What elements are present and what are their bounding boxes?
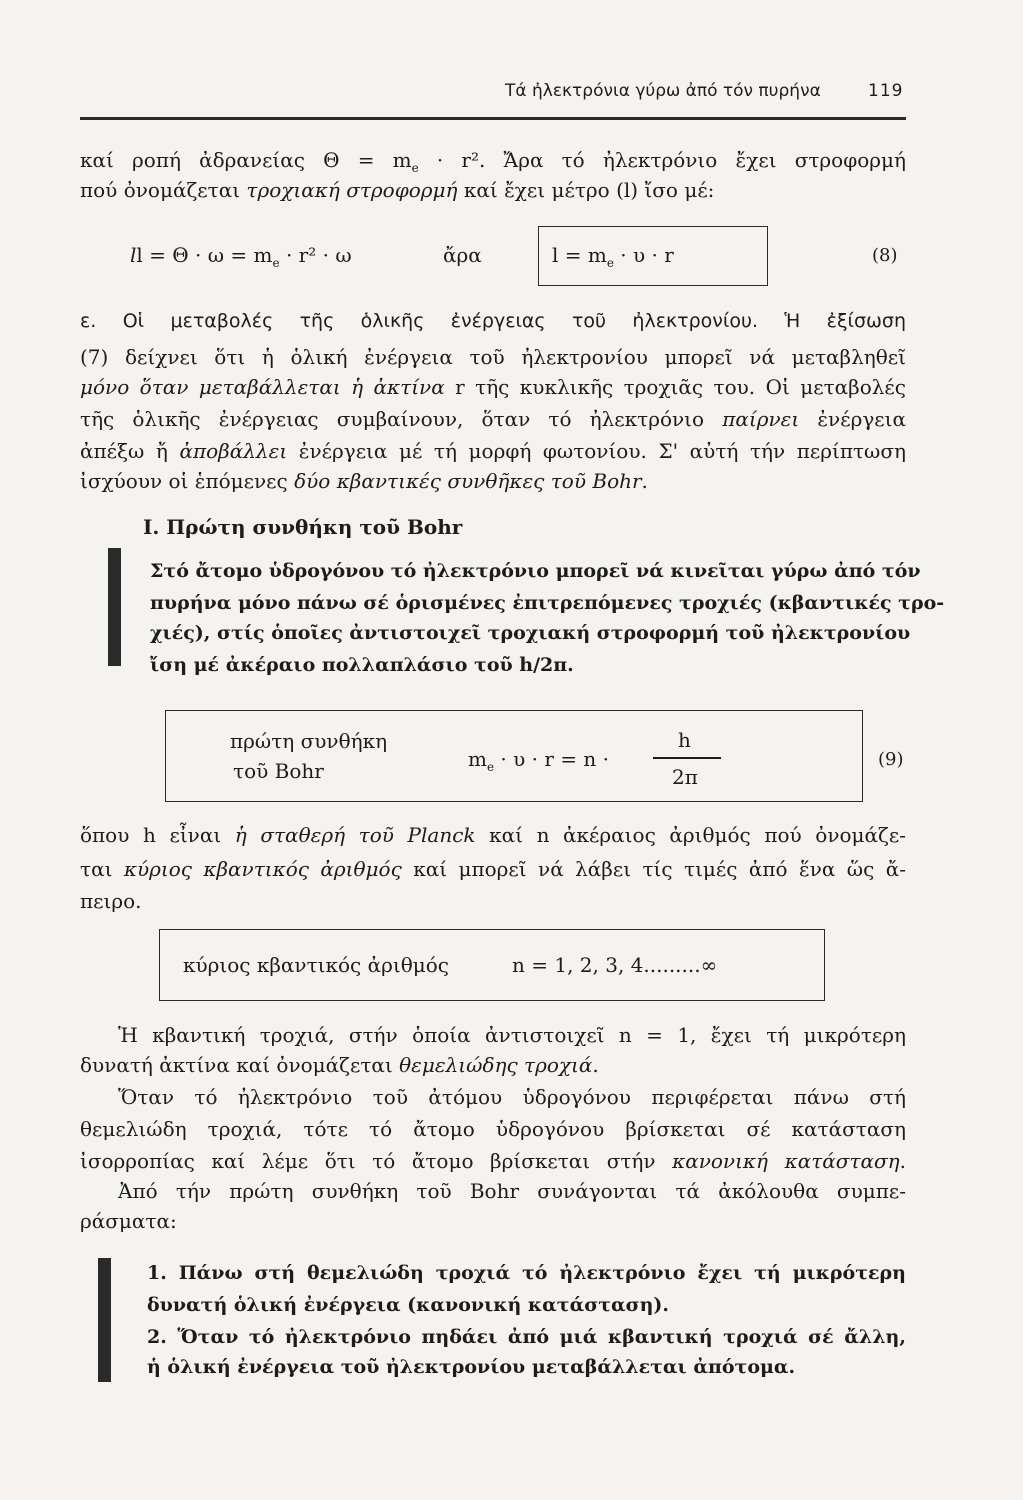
- running-title: Τά ἠλεκτρόνια γύρω ἀπό τόν πυρήνα: [505, 81, 821, 101]
- planck-line-1: ὅπου h εἶναι ἡ σταθερή τοῦ Planck καί n ἀκέραιος ἀριθμός πού ὀνομάζε-: [80, 823, 906, 847]
- equation-9-denominator: 2π: [672, 765, 698, 789]
- equation-8-left: ll = $\Theta \cdot \omega = m_e \cdot r^2 \cdot \omega$: [130, 243, 352, 270]
- planck-line-3: πειρο.: [80, 889, 142, 913]
- final-list-sidebar: [98, 1258, 111, 1382]
- equation-8-boxed: $l = m_e \cdot \upsilon \cdot r$: [552, 243, 674, 270]
- section-e-line-4: τῆς ὁλικῆς ἐνέργειας συμβαίνουν, ὅταν τό ἠλεκτρόνιο παίρνει ἐνέργεια: [80, 407, 906, 431]
- para-ground-line-1: Ὅταν τό ἠλεκτρόνιο τοῦ ἀτόμου ὑδρογόνου περιφέρεται πάνω στή: [118, 1085, 906, 1109]
- final-item-1-line-2: δυνατή ὁλική ἐνέργεια (κανονική κατάσταση).: [147, 1294, 670, 1316]
- first-condition-line-4: ἴση μέ ἀκέραιο πολλαπλάσιο τοῦ h/2π.: [150, 654, 574, 676]
- ground-line-1: Ἡ κβαντική τροχιά, στήν ὁποία ἀντιστοιχεῖ n = 1, ἔχει τή μικρότερη: [118, 1023, 906, 1047]
- equation-9-numerator: h: [678, 728, 691, 752]
- first-condition-heading: Ι. Πρώτη συνθήκη τοῦ Bohr: [143, 515, 463, 539]
- quantum-number-label: κύριος κβαντικός ἀριθμός: [183, 953, 449, 977]
- intro-line-2: πού ὀνομάζεται τροχιακή στροφορμή καί ἔχει μέτρο (l) ἴσο μέ:: [80, 178, 715, 202]
- first-condition-sidebar: [108, 548, 121, 666]
- page-number: 119: [868, 81, 904, 101]
- section-e-line-6: ἰσχύουν οἱ ἑπόμενες δύο κβαντικές συνθῆκες τοῦ Bohr.: [80, 469, 648, 493]
- para-ground-line-3: ἰσορροπίας καί λέμε ὅτι τό ἄτομο βρίσκεται στήν κανονική κατάσταση.: [80, 1149, 906, 1173]
- intro-line-1: καί ροπή ἀδρανείας $\Theta = m_e \cdot r^2$. Ἄρα τό ἠλεκτρόνιο ἔχει στροφορμή: [80, 148, 906, 175]
- equation-9-number: (9): [878, 749, 904, 770]
- section-e-line-1: ε. Οἱ μεταβολές τῆς ὁλικῆς ἐνέργειας τοῦ ἠλεκτρονίου. Ἡ ἐξίσωση: [80, 310, 906, 332]
- equation-9-lhs: $m_e \cdot \upsilon \cdot r = n$ ·: [468, 747, 610, 774]
- first-condition-line-1: Στό ἄτομο ὑδρογόνου τό ἠλεκτρόνιο μπορεῖ νά κινεῖται γύρω ἀπό τόν: [150, 560, 921, 582]
- final-item-2-line-1: 2. Ὅταν τό ἠλεκτρόνιο πηδάει ἀπό μιά κβαντική τροχιά σέ ἄλλη,: [147, 1326, 906, 1348]
- header-rule: [80, 117, 906, 120]
- equation-9-fraction-bar: [653, 757, 721, 759]
- first-condition-line-2: πυρήνα μόνο πάνω σέ ὁρισμένες ἐπιτρεπόμενες τροχιές (κβαντικές τρο-: [150, 592, 945, 614]
- ground-line-2: δυνατή ἀκτίνα καί ὀνομάζεται θεμελιώδης τροχιά.: [80, 1053, 599, 1077]
- equation-9-label-1: πρώτη συνθήκη: [230, 729, 388, 753]
- section-e-line-5: ἀπέξω ἤ ἀποβάλλει ἐνέργεια μέ τή μορφή φωτονίου. Σ' αὐτή τήν περίπτωση: [80, 439, 906, 463]
- first-condition-line-3: χιές), στίς ὁποῖες ἀντιστοιχεῖ τροχιακή στροφορμή τοῦ ἠλεκτρονίου: [150, 622, 911, 644]
- quantum-number-values: n = 1, 2, 3, 4.........∞: [512, 953, 718, 977]
- conclusions-line-2: ράσματα:: [80, 1209, 177, 1233]
- para-ground-line-2: θεμελιώδη τροχιά, τότε τό ἄτομο ὑδρογόνου βρίσκεται σέ κατάσταση: [80, 1117, 906, 1141]
- section-e-line-3: μόνο ὅταν μεταβάλλεται ἡ ἀκτίνα r τῆς κυκλικῆς τροχιᾶς του. Οἱ μεταβολές: [80, 375, 906, 399]
- equation-8-number: (8): [872, 245, 898, 266]
- conclusions-line-1: Ἀπό τήν πρώτη συνθήκη τοῦ Bohr συνάγονται τά ἀκόλουθα συμπε-: [118, 1179, 906, 1203]
- final-item-2-line-2: ἡ ὁλική ἐνέργεια τοῦ ἠλεκτρονίου μεταβάλλεται ἀπότομα.: [147, 1356, 796, 1378]
- section-e-line-2: (7) δείχνει ὅτι ἡ ὁλική ἐνέργεια τοῦ ἠλεκτρονίου μπορεῖ νά μεταβληθεῖ: [80, 345, 906, 369]
- equation-9-label-2: τοῦ Bohr: [233, 759, 324, 783]
- equation-8-ara: ἄρα: [443, 243, 482, 267]
- final-item-1-line-1: 1. Πάνω στή θεμελιώδη τροχιά τό ἠλεκτρόνιο ἔχει τή μικρότερη: [147, 1262, 906, 1284]
- planck-line-2: ται κύριος κβαντικός ἀριθμός καί μπορεῖ νά λάβει τίς τιμές ἀπό ἕνα ὥς ἄ-: [80, 857, 906, 881]
